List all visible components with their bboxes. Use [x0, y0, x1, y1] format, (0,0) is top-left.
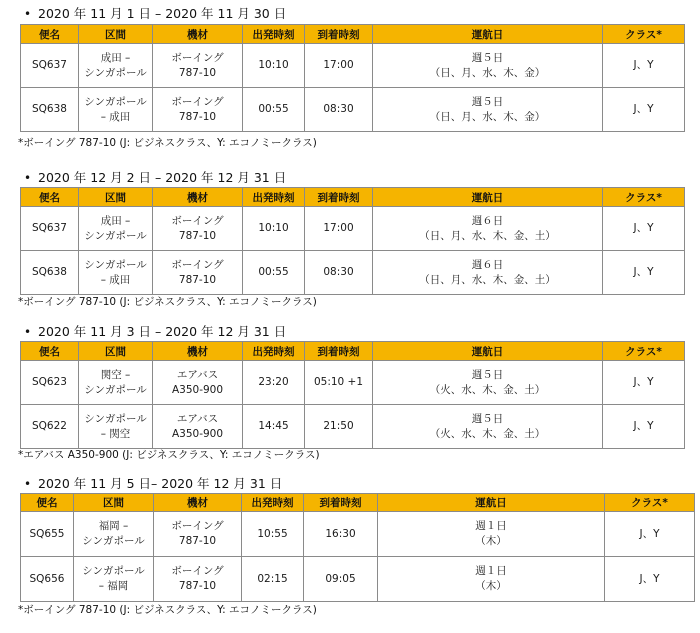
- aircraft-cell: [153, 207, 243, 251]
- aircraft-line: ボーイング: [171, 95, 224, 108]
- class-cell: J、Y: [603, 251, 685, 295]
- aircraft-line: 787-10: [178, 66, 217, 79]
- schedule-table: [20, 187, 685, 295]
- route-header: 区間: [74, 494, 154, 512]
- date-range-text: 2020 年 11 月 5 日– 2020 年 12 月 31 日: [38, 476, 283, 491]
- aircraft-cell: [153, 88, 243, 132]
- aircraft-line: エアバス: [176, 368, 219, 381]
- operating-days-header: 運航日: [373, 25, 603, 44]
- departure-header: 出発時刻: [243, 342, 305, 361]
- flight-number-cell: SQ656: [21, 557, 74, 602]
- aircraft-cell: [154, 557, 242, 602]
- table-row: [21, 207, 685, 251]
- route-line: シンガポール: [84, 258, 147, 271]
- aircraft-line: 787-10: [178, 535, 217, 547]
- route-line: シンガポール: [84, 66, 147, 79]
- bullet-icon: •: [24, 325, 32, 339]
- class-cell: J、Y: [603, 207, 685, 251]
- aircraft-header: 機材: [153, 188, 243, 207]
- route-line: – 成田: [100, 273, 131, 286]
- route-cell: [79, 405, 153, 449]
- schedule-table: [20, 493, 695, 602]
- aircraft-cell: [154, 512, 242, 557]
- operating-days-cell: [373, 207, 603, 251]
- departure-header: 出発時刻: [243, 25, 305, 44]
- class-cell: J、Y: [605, 557, 695, 602]
- arrival-time-cell: 17:00: [305, 207, 373, 251]
- operating-days-header: 運航日: [373, 342, 603, 361]
- flight-header: 便名: [21, 494, 74, 512]
- aircraft-line: 787-10: [178, 273, 217, 286]
- operating-days-line: 週５日: [471, 95, 504, 108]
- operating-days-line: （日、月、水、木、金、土）: [419, 229, 556, 242]
- arrival-time-cell: 05:10 +1: [305, 361, 373, 405]
- operating-days-line: （木）: [475, 580, 507, 592]
- header-row: [21, 494, 695, 512]
- class-cell: J、Y: [603, 88, 685, 132]
- bullet-icon: •: [24, 477, 32, 491]
- departure-time-cell: 10:10: [243, 207, 305, 251]
- operating-days-line: 週６日: [471, 214, 504, 227]
- arrival-header: 到着時刻: [304, 494, 378, 512]
- departure-time-cell: 10:55: [242, 512, 304, 557]
- table-row: [21, 361, 685, 405]
- route-header: 区間: [79, 342, 153, 361]
- table-row: [21, 405, 685, 449]
- departure-time-cell: 02:15: [242, 557, 304, 602]
- arrival-header: 到着時刻: [305, 188, 373, 207]
- flight-number-cell: SQ638: [21, 251, 79, 295]
- operating-days-line: （日、月、水、木、金）: [429, 66, 546, 79]
- route-line: シンガポール: [84, 95, 147, 108]
- route-line: シンガポール: [84, 229, 147, 242]
- route-header: 区間: [79, 25, 153, 44]
- class-footnote: *ボーイング 787-10 (J: ビジネスクラス、Y: エコノミークラス): [18, 137, 317, 149]
- operating-days-line: 週１日: [475, 520, 507, 532]
- aircraft-line: エアバス: [176, 412, 219, 425]
- operating-days-line: （火、水、木、金、土）: [429, 383, 546, 396]
- route-cell: [79, 251, 153, 295]
- flight-number-cell: SQ637: [21, 207, 79, 251]
- flight-number-cell: SQ638: [21, 88, 79, 132]
- table-row: [21, 557, 695, 602]
- flight-header: 便名: [21, 342, 79, 361]
- arrival-time-cell: 09:05: [304, 557, 378, 602]
- route-line: 福岡 –: [98, 520, 129, 532]
- operating-days-cell: [373, 405, 603, 449]
- class-header: クラス*: [603, 188, 685, 207]
- class-cell: J、Y: [605, 512, 695, 557]
- section-title: [24, 324, 286, 340]
- class-footnote: *ボーイング 787-10 (J: ビジネスクラス、Y: エコノミークラス): [18, 296, 317, 308]
- class-footnote: *ボーイング 787-10 (J: ビジネスクラス、Y: エコノミークラス): [18, 604, 317, 616]
- operating-days-line: （日、月、水、木、金、土）: [419, 273, 556, 286]
- date-range-text: 2020 年 11 月 1 日 – 2020 年 11 月 30 日: [38, 6, 287, 21]
- departure-time-cell: 14:45: [243, 405, 305, 449]
- section-title: [24, 170, 286, 186]
- date-range-text: 2020 年 12 月 2 日 – 2020 年 12 月 31 日: [38, 170, 287, 185]
- arrival-time-cell: 21:50: [305, 405, 373, 449]
- class-header: クラス*: [603, 25, 685, 44]
- flight-header: 便名: [21, 25, 79, 44]
- class-cell: J、Y: [603, 361, 685, 405]
- operating-days-header: 運航日: [378, 494, 605, 512]
- aircraft-line: A350-900: [171, 383, 224, 396]
- schedule-table: [20, 341, 685, 449]
- route-cell: [74, 557, 154, 602]
- route-line: シンガポール: [84, 383, 147, 396]
- aircraft-line: ボーイング: [171, 565, 224, 577]
- route-cell: [79, 361, 153, 405]
- arrival-time-cell: 08:30: [305, 251, 373, 295]
- departure-time-cell: 10:10: [243, 44, 305, 88]
- route-line: – 成田: [100, 110, 131, 123]
- aircraft-line: 787-10: [178, 110, 217, 123]
- schedule-table: [20, 24, 685, 132]
- header-row: [21, 188, 685, 207]
- operating-days-cell: [373, 361, 603, 405]
- flight-number-cell: SQ655: [21, 512, 74, 557]
- table-row: [21, 251, 685, 295]
- aircraft-cell: [153, 405, 243, 449]
- header-row: [21, 25, 685, 44]
- flight-number-cell: SQ622: [21, 405, 79, 449]
- route-line: – 福岡: [98, 580, 129, 592]
- route-cell: [79, 44, 153, 88]
- operating-days-header: 運航日: [373, 188, 603, 207]
- arrival-header: 到着時刻: [305, 342, 373, 361]
- route-line: シンガポール: [84, 412, 147, 425]
- date-range-text: 2020 年 11 月 3 日 – 2020 年 12 月 31 日: [38, 324, 287, 339]
- departure-time-cell: 23:20: [243, 361, 305, 405]
- departure-header: 出発時刻: [243, 188, 305, 207]
- route-header: 区間: [79, 188, 153, 207]
- operating-days-cell: [373, 251, 603, 295]
- table-row: [21, 44, 685, 88]
- operating-days-line: （木）: [475, 535, 507, 547]
- operating-days-cell: [373, 88, 603, 132]
- aircraft-header: 機材: [154, 494, 242, 512]
- route-line: シンガポール: [82, 535, 145, 547]
- aircraft-line: ボーイング: [171, 520, 224, 532]
- class-header: クラス*: [603, 342, 685, 361]
- class-footnote: *エアバス A350-900 (J: ビジネスクラス、Y: エコノミークラス): [18, 449, 320, 461]
- table-row: [21, 88, 685, 132]
- table-row: [21, 512, 695, 557]
- arrival-header: 到着時刻: [305, 25, 373, 44]
- operating-days-line: 週５日: [471, 368, 504, 381]
- aircraft-cell: [153, 251, 243, 295]
- departure-header: 出発時刻: [242, 494, 304, 512]
- operating-days-cell: [373, 44, 603, 88]
- route-line: シンガポール: [82, 565, 145, 577]
- bullet-icon: •: [24, 171, 32, 185]
- route-line: 成田 –: [100, 51, 131, 64]
- arrival-time-cell: 17:00: [305, 44, 373, 88]
- aircraft-cell: [153, 44, 243, 88]
- class-cell: J、Y: [603, 405, 685, 449]
- flight-number-cell: SQ637: [21, 44, 79, 88]
- aircraft-line: ボーイング: [171, 258, 224, 271]
- aircraft-line: ボーイング: [171, 214, 224, 227]
- route-line: 関空 –: [100, 368, 131, 381]
- aircraft-header: 機材: [153, 342, 243, 361]
- operating-days-line: 週５日: [471, 51, 504, 64]
- header-row: [21, 342, 685, 361]
- departure-time-cell: 00:55: [243, 88, 305, 132]
- operating-days-line: 週１日: [475, 565, 507, 577]
- arrival-time-cell: 16:30: [304, 512, 378, 557]
- operating-days-cell: [378, 512, 605, 557]
- aircraft-line: A350-900: [171, 427, 224, 440]
- bullet-icon: •: [24, 7, 32, 21]
- operating-days-cell: [378, 557, 605, 602]
- route-cell: [79, 207, 153, 251]
- route-line: – 関空: [100, 427, 131, 440]
- operating-days-line: （日、月、水、木、金）: [429, 110, 546, 123]
- operating-days-line: （火、水、木、金、土）: [429, 427, 546, 440]
- section-title: [24, 476, 282, 492]
- operating-days-line: 週５日: [471, 412, 504, 425]
- aircraft-header: 機材: [153, 25, 243, 44]
- section-title: [24, 6, 286, 22]
- class-header: クラス*: [605, 494, 695, 512]
- route-line: 成田 –: [100, 214, 131, 227]
- aircraft-line: 787-10: [178, 580, 217, 592]
- aircraft-cell: [153, 361, 243, 405]
- route-cell: [79, 88, 153, 132]
- route-cell: [74, 512, 154, 557]
- aircraft-line: ボーイング: [171, 51, 224, 64]
- aircraft-line: 787-10: [178, 229, 217, 242]
- departure-time-cell: 00:55: [243, 251, 305, 295]
- flight-header: 便名: [21, 188, 79, 207]
- arrival-time-cell: 08:30: [305, 88, 373, 132]
- flight-number-cell: SQ623: [21, 361, 79, 405]
- class-cell: J、Y: [603, 44, 685, 88]
- operating-days-line: 週６日: [471, 258, 504, 271]
